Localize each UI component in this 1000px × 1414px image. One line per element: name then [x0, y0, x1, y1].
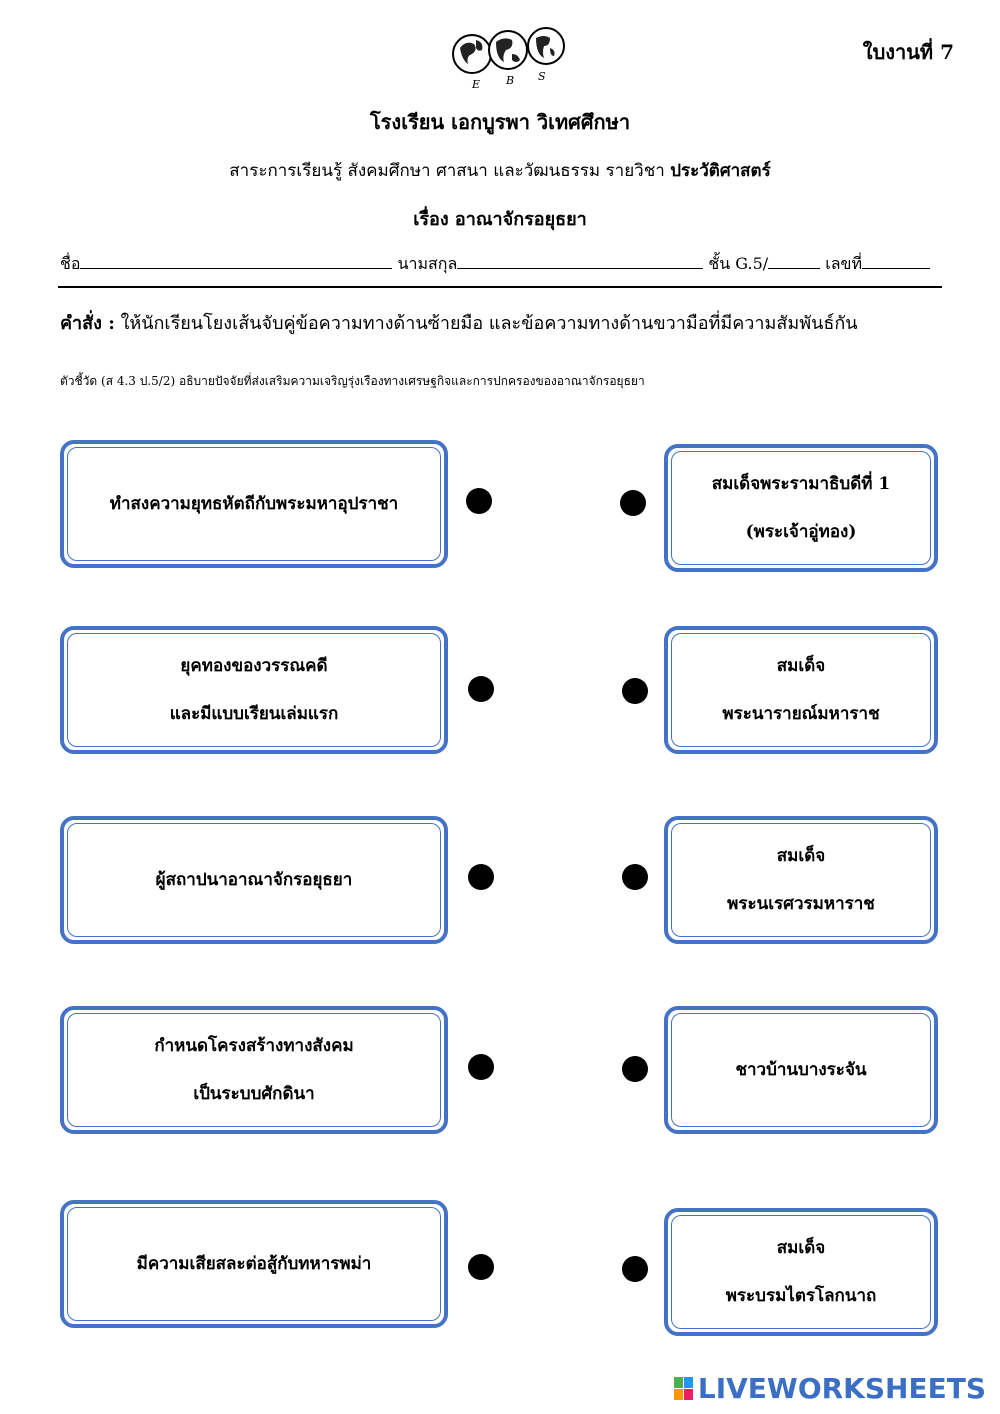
right-item-text: พระนารายณ์มหาราช: [722, 704, 880, 724]
class-label: ชั้น G.5/: [708, 254, 769, 273]
liveworksheets-icon: [674, 1377, 694, 1401]
right-item-text: สมเด็จพระรามาธิบดีที่ 1: [711, 474, 891, 494]
left-match-dot-5[interactable]: [468, 1254, 494, 1280]
right-match-dot-3[interactable]: [622, 864, 648, 890]
left-item-3: [60, 816, 448, 944]
instruction: [60, 308, 960, 337]
right-item-5: [664, 1208, 938, 1336]
logo-letter-b: B: [506, 74, 515, 87]
right-item-text: พระบรมไตรโลกนาถ: [725, 1286, 877, 1306]
left-item-text: และมีแบบเรียนเล่มแรก: [169, 704, 339, 724]
left-match-dot-4[interactable]: [468, 1054, 494, 1080]
ebs-logo: [450, 26, 570, 92]
left-match-dot-1[interactable]: [466, 488, 492, 514]
student-info-row: [60, 252, 940, 277]
left-item-text: กำหนดโครงสร้างทางสังคม: [154, 1036, 354, 1056]
class-field[interactable]: [768, 252, 820, 269]
left-item-text: ยุคทองของวรรณคดี: [180, 656, 328, 676]
right-item-4: [664, 1006, 938, 1134]
right-item-text: พระนเรศวรมหาราช: [727, 894, 875, 914]
instruction-text: ให้นักเรียนโยงเส้นจับคู่ข้อความทางด้านซ้ายมือ และข้อความทางด้านขวามือที่มีความสัมพันธ์กัน: [114, 313, 858, 334]
liveworksheets-logo: [674, 1372, 986, 1405]
logo-letter-e: E: [472, 78, 481, 91]
right-item-3: [664, 816, 938, 944]
logo-letter-s: S: [538, 70, 546, 83]
worksheet-number: ใบงานที่ 7: [862, 40, 954, 64]
left-item-text: มีความเสียสละต่อสู้กับทหารพม่า: [136, 1254, 372, 1274]
school-name: โรงเรียน เอกบูรพา วิเทศศึกษา: [369, 110, 631, 134]
left-item-5: [60, 1200, 448, 1328]
left-item-text: ทำสงความยุทธหัตถีกับพระมหาอุปราชา: [109, 494, 399, 514]
right-match-dot-5[interactable]: [622, 1256, 648, 1282]
left-item-2: [60, 626, 448, 754]
surname-label: นามสกุล: [397, 254, 458, 273]
right-item-text: สมเด็จ: [776, 1238, 826, 1258]
subject-prefix: สาระการเรียนรู้ สังคมศึกษา ศาสนา และวัฒนธรรม รายวิชา: [229, 161, 671, 181]
right-item-text: สมเด็จ: [776, 846, 826, 866]
name-label: ชื่อ: [60, 254, 81, 273]
right-item-1: [664, 444, 938, 572]
subject-name: ประวัติศาสตร์: [670, 161, 771, 181]
right-match-dot-4[interactable]: [622, 1056, 648, 1082]
right-item-2: [664, 626, 938, 754]
left-match-dot-2[interactable]: [468, 676, 494, 702]
right-item-text: ชาวบ้านบางระจัน: [735, 1060, 867, 1080]
number-label: เลขที่: [825, 254, 862, 273]
right-match-dot-1[interactable]: [620, 490, 646, 516]
subject-line: [0, 157, 1000, 184]
surname-field[interactable]: [457, 252, 703, 269]
right-match-dot-2[interactable]: [622, 678, 648, 704]
header-divider: [58, 286, 942, 288]
left-match-dot-3[interactable]: [468, 864, 494, 890]
learning-indicator: ตัวชี้วัด (ส 4.3 ป.5/2) อธิบายปัจจัยที่ส่งเสริมความเจริญรุ่งเรืองทางเศรษฐกิจและการปกครองของอาณาจักรอยุธยา: [60, 374, 645, 388]
right-item-text: (พระเจ้าอู่ทอง): [745, 522, 857, 542]
left-item-text: ผู้สถาปนาอาณาจักรอยุธยา: [155, 870, 353, 890]
name-field[interactable]: [80, 252, 392, 269]
left-item-1: [60, 440, 448, 568]
left-item-text: เป็นระบบศักดินา: [193, 1084, 315, 1104]
left-item-4: [60, 1006, 448, 1134]
right-item-text: สมเด็จ: [776, 656, 826, 676]
instruction-label: คำสั่ง :: [60, 313, 115, 334]
worksheet-topic: เรื่อง อาณาจักรอยุธยา: [413, 209, 587, 230]
brand-name: LIVEWORKSHEETS: [697, 1372, 986, 1405]
number-field[interactable]: [862, 252, 930, 269]
